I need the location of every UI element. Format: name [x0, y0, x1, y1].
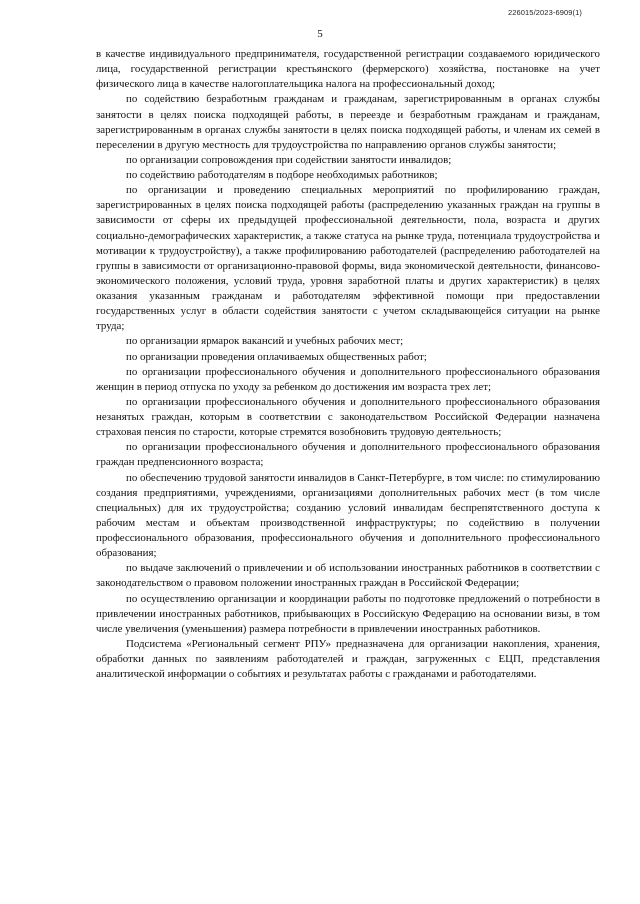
paragraph-disabled-support: по организации сопровождения при содействии занятости инвалидов; [126, 153, 452, 166]
paragraph-employer-selection: по содействию работодателям в подборе необходимых работников; [126, 169, 438, 181]
paragraph-subsystem-description: Подсистема «Региональный сегмент РПУ» предназначена для организации накопления, хранения, обработки данных по заявлениям работодателей и граждан, загруженных с ЕЦП, представления аналитической информации о событиях и результатах работы с гражданами и работодателями. [96, 637, 600, 681]
paragraph-job-fairs: по организации ярмарок вакансий и учебных рабочих мест; [126, 335, 404, 348]
paragraph-women-training: по организации профессионального обучения и дополнительного профессионального образования женщин в период отпуска по уходу за ребенком до достижения им возраста трех лет; [96, 365, 600, 393]
document-id: 226015/2023-6909(1) [507, 8, 582, 17]
document-body [96, 47, 600, 682]
paragraph-continuation: в качестве индивидуального предпринимателя, государственной регистрации создаваемого юридического лица, государственной регистрации крестьянского (фермерского) хозяйства, постановке на учет физического лица в качестве налогоплательщика налога на профессиональный доход; [96, 48, 600, 91]
paragraph-public-works: по организации проведения оплачиваемых общественных работ; [126, 350, 427, 363]
paragraph-foreign-workers-conclusions: по выдаче заключений о привлечении и об использовании иностранных работников в соответствии с законодательством о правовом положении иностранных граждан в Российской Федерации; [96, 562, 600, 590]
paragraph-prepension-training: по организации профессионального обучения и дополнительного профессионального образования граждан предпенсионного возраста; [96, 441, 600, 469]
paragraph-foreign-workers-demand: по осуществлению организации и координации работы по подготовке предложений о потребности в привлечении иностранных работников, прибывающих в Российскую Федерацию на основании визы, в том числе увеличения (уменьшения) размера потребности в привлечении иностранных работников. [96, 592, 600, 635]
page-number: 5 [317, 28, 323, 40]
paragraph-pensioner-training: по организации профессионального обучения и дополнительного профессионального образования незанятых граждан, которым в соответствии с законодательством Российской Федерации назначена страховая пенсия по старости, которые стремятся возобновить трудовую деятельность; [96, 395, 600, 439]
paragraph-unemployed-relocation: по содействию безработным гражданам и гражданам, зарегистрированным в органах службы занятости в целях поиска подходящей работы, в переезде и безработным гражданам и гражданам, зарегистрированным в органах службы занятости в целях поиска подходящей работы, и членам их семей в переселении в другую местность для трудоустройства по направлению органов службы занятости; [96, 93, 600, 151]
paragraph-disabled-employment: по обеспечению трудовой занятости инвалидов в Санкт-Петербурге, в том числе: по стимулированию создания предприятиями, учреждениями, организациями дополнительных рабочих мест (в том числе специальных) для их трудоустройства; созданию условий инвалидам беспрепятственного доступа к рабочим местам и объектам производственной инфраструктуры; по содействию в получении профессионального образования, профессионального обучения и дополнительного профессионального образования; [96, 471, 600, 560]
paragraph-profiling: по организации и проведению специальных мероприятий по профилированию граждан, зарегистрированных в целях поиска подходящей работы (распределению указанных граждан на группы в зависимости от сферы их предыдущей профессиональной деятельности, пола, возраста и других социально-демографических характеристик, а также статуса на рынке труда, потенциала трудоустройства и мотивации к трудоустройству), а также профилированию работодателей (распределению работодателей на группы в зависимости от организационно-правовой формы, вида экономической деятельности, финансово-экономического положения, условий труда, уровня заработной платы и других характеристик) в целях оказания указанным гражданам и работодателям эффективной помощи при предоставлении государственных услуг в области содействия занятости с учетом складывающейся ситуации на рынке труда; [96, 184, 600, 333]
